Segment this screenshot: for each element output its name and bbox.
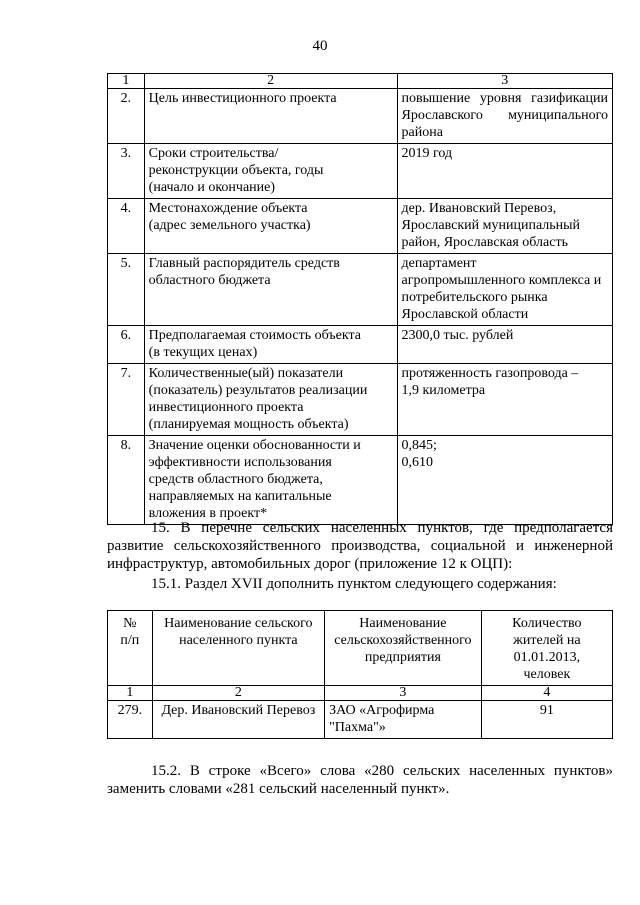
header-col-1: 1 (108, 74, 145, 89)
row-value-line: района (401, 125, 443, 140)
header-number-line: п/п (120, 633, 140, 648)
table-row (108, 254, 613, 326)
row-value-line: потребительского рынка (401, 290, 548, 305)
row-number: 3. (108, 144, 145, 199)
row-label-line: (начало и окончание) (148, 180, 276, 195)
row-value (397, 89, 613, 144)
row-label-line: Цель инвестиционного проекта (148, 91, 337, 106)
row-label-line: (планируемая мощность объекта) (148, 417, 349, 432)
row-value-line: 0,845; (401, 438, 437, 453)
row-label-line: Предполагаемая стоимость объекта (148, 328, 361, 343)
table-row (108, 199, 613, 254)
row-number: 279. (108, 701, 153, 739)
settlement-table-numbers-row (108, 686, 613, 701)
row-label-line: (показатель) результатов реализации (148, 383, 368, 398)
paragraph-15 (107, 519, 613, 573)
investment-project-table (107, 73, 613, 525)
header-settlement (152, 611, 324, 686)
row-enterprise (325, 701, 482, 739)
table-row (108, 364, 613, 436)
row-label-line: Главный распорядитель средств (148, 256, 340, 271)
row-label (144, 254, 397, 326)
row-value (397, 326, 613, 364)
row-label-line: инвестиционного проекта (148, 400, 304, 415)
row-label-line: вложения в проект* (148, 506, 268, 521)
row-value-line: Ярославского муниципального (401, 108, 608, 123)
paragraph-15-line-3: инфраструктур, автомобильных дорог (приложение 12 к ОЦП): (107, 556, 513, 572)
row-label (144, 326, 397, 364)
page-number: 40 (312, 38, 328, 54)
row-value-line: Ярославской области (401, 307, 529, 322)
row-enterprise-line: ЗАО «Агрофирма (329, 703, 435, 718)
table-row (108, 701, 613, 739)
row-value-line: 0,610 (401, 455, 433, 470)
paragraph-15-1: 15.1. Раздел XVII дополнить пунктом следующего содержания: (151, 576, 557, 592)
header-residents (481, 611, 612, 686)
paragraph-15-2-line-1: 15.2. В строке «Всего» слова «280 сельских населенных пунктов» (151, 763, 613, 779)
header-residents-line: Количество (512, 616, 582, 631)
row-label-line: областного бюджета (148, 273, 271, 288)
row-label (144, 436, 397, 525)
row-value-line: 2019 год (401, 146, 453, 161)
table-row (108, 326, 613, 364)
column-number-1: 1 (108, 686, 153, 701)
row-number: 7. (108, 364, 145, 436)
row-number: 4. (108, 199, 145, 254)
row-settlement: Дер. Ивановский Перевоз (152, 701, 324, 739)
row-label-line: (в текущих ценах) (148, 345, 258, 360)
header-number-line: № (123, 616, 137, 631)
row-label (144, 364, 397, 436)
header-col-2: 2 (144, 74, 397, 89)
paragraph-15-line-1: 15. В перечне сельских населенных пунктов, где предполагается (151, 520, 613, 536)
header-settlement-line: населенного пункта (179, 633, 298, 648)
row-residents: 91 (481, 701, 612, 739)
table-row (108, 89, 613, 144)
settlement-table (107, 610, 613, 739)
row-enterprise-line: "Пахма"» (329, 720, 386, 735)
row-label-line: направляемых на капитальные (148, 489, 332, 504)
paragraph-15-2-line-2: заменить словами «281 сельский населенный пункт». (107, 781, 450, 797)
header-residents-line: 01.01.2013, (513, 650, 581, 665)
row-value-line: 1,9 километра (401, 383, 486, 398)
row-value (397, 254, 613, 326)
column-number-4: 4 (481, 686, 612, 701)
row-label-line: реконструкции объекта, годы (148, 163, 324, 178)
row-label-line: Значение оценки обоснованности и (148, 438, 361, 453)
header-col-3: 3 (397, 74, 613, 89)
table-row (108, 144, 613, 199)
row-value-line: 2300,0 тыс. рублей (401, 328, 514, 343)
table-row (108, 436, 613, 525)
row-label-line: Количественные(ый) показатели (148, 366, 344, 381)
header-enterprise-line: Наименование (359, 616, 447, 631)
row-label-line: эффективности использования (148, 455, 332, 470)
header-residents-line: жителей на (513, 633, 581, 648)
row-value (397, 436, 613, 525)
row-value-line: дер. Ивановский Перевоз, (401, 201, 557, 216)
row-value-line: департамент (401, 256, 477, 271)
paragraph-15-2 (107, 762, 613, 798)
row-number: 5. (108, 254, 145, 326)
header-number (108, 611, 153, 686)
row-number: 8. (108, 436, 145, 525)
row-label (144, 89, 397, 144)
column-number-2: 2 (152, 686, 324, 701)
row-label-line: Местонахождение объекта (148, 201, 308, 216)
row-label-line: (адрес земельного участка) (148, 218, 311, 233)
header-residents-line: человек (523, 667, 571, 682)
header-enterprise-line: предприятия (364, 650, 441, 665)
row-number: 6. (108, 326, 145, 364)
row-value-line: протяженность газопровода – (401, 366, 579, 381)
table-header-row (108, 74, 613, 89)
row-number: 2. (108, 89, 145, 144)
row-value-line: район, Ярославская область (401, 235, 568, 250)
row-label (144, 144, 397, 199)
row-label-line: Сроки строительства/ (148, 146, 279, 161)
header-enterprise-line: сельскохозяйственного (334, 633, 472, 648)
row-value (397, 199, 613, 254)
row-value (397, 144, 613, 199)
column-number-3: 3 (325, 686, 482, 701)
row-label-line: средств областного бюджета, (148, 472, 323, 487)
header-enterprise (325, 611, 482, 686)
row-value-line: повышение уровня газификации (401, 91, 608, 106)
row-value-line: Ярославский муниципальный (401, 218, 581, 233)
settlement-table-header (108, 611, 613, 686)
row-value-line: агропромышленного комплекса и (401, 273, 602, 288)
row-value (397, 364, 613, 436)
row-label (144, 199, 397, 254)
paragraph-15-line-2: развитие сельскохозяйственного производства, социальной и инженерной (107, 538, 613, 554)
header-settlement-line: Наименование сельского (164, 616, 313, 631)
